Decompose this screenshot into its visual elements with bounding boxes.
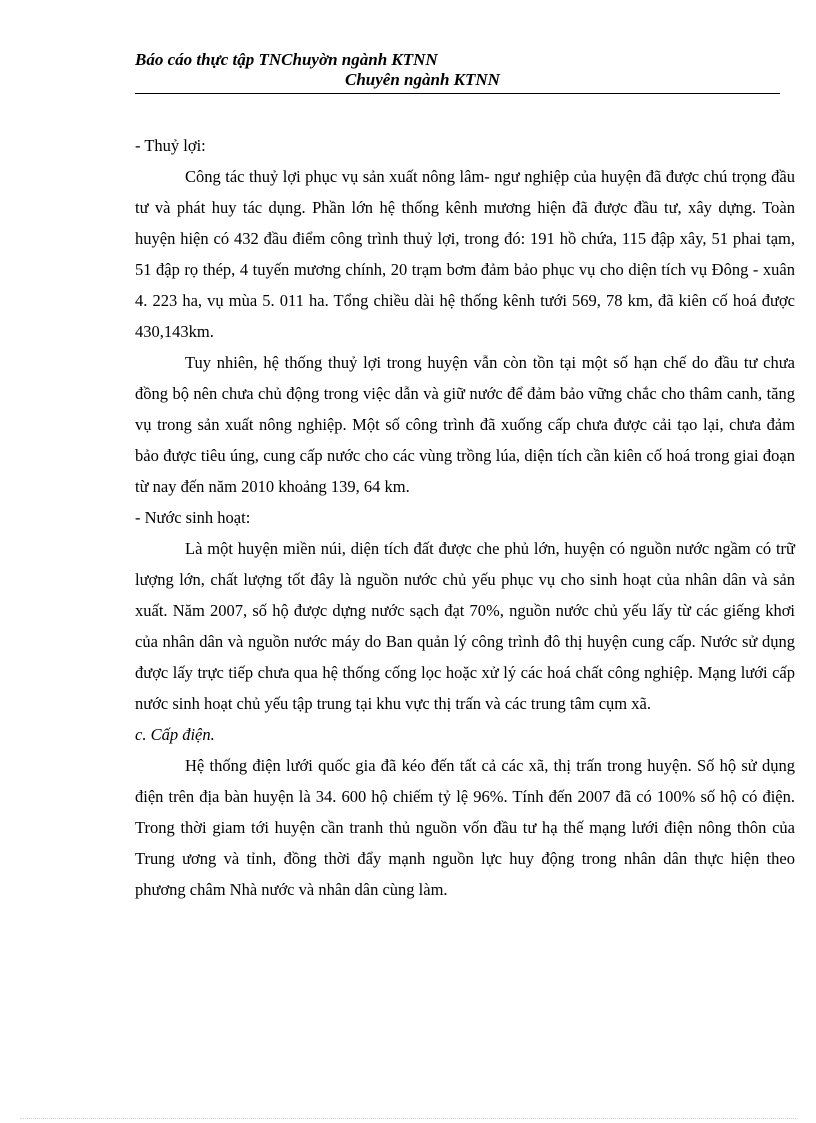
paragraph-domestic-water: Là một huyện miền núi, diện tích đất được che phủ lớn, huyện có nguồn nước ngầm có trữ lượng lớn, chất lượng tốt đây là nguồn nước chủ yếu phục vụ cho sinh hoạt của nhân dân và sản xuất. Năm 2007, số hộ được dựng nước sạch đạt 70%, nguồn nước chủ yếu lấy từ các giếng khơi của nhân dân và nguồn nước máy do Ban quản lý công trình đô thị huyện cung cấp. Nước sử dụng được lấy trực tiếp chưa qua hệ thống cống lọc hoặc xử lý các hoá chất công nghiệp. Mạng lưới cấp nước sinh hoạt chủ yếu tập trung tại khu vực thị trấn và các trung tâm cụm xã.: [135, 539, 795, 713]
document-body: [135, 130, 795, 905]
paragraph-irrigation-limitations: Tuy nhiên, hệ thống thuỷ lợi trong huyện vẫn còn tồn tại một số hạn chế do đầu tư chưa đồng bộ nên chưa chủ động trong việc dẫn và giữ nước để đảm bảo vững chắc cho thâm canh, tăng vụ trong sản xuất nông nghiệp. Một số công trình đã xuống cấp chưa được cải tạo lại, chưa đảm bảo được tiêu úng, cung cấp nước cho các vùng trồng lúa, diện tích cần kiên cố hoá trong giai đoạn từ nay đến năm 2010 khoảng 139, 64 km.: [135, 353, 795, 496]
paragraph-irrigation-overview: Công tác thuỷ lợi phục vụ sản xuất nông lâm- ngư nghiệp của huyện đã được chú trọng đầu tư và phát huy tác dụng. Phần lớn hệ thống kênh mương hiện đã được đầu tư, xây dựng. Toàn huyện hiện có 432 đầu điểm công trình thuỷ lợi, trong đó: 191 hồ chứa, 115 đập xây, 51 phai tạm, 51 đập rọ thép, 4 tuyến mương chính, 20 trạm bơm đảm bảo phục vụ cho diện tích vụ Đông - xuân 4. 223 ha, vụ mùa 5. 011 ha. Tổng chiều dài hệ thống kênh tưới 569, 78 km, đã kiên cố hoá được 430,143km.: [135, 167, 795, 341]
section-heading-domestic-water: - Nước sinh hoạt:: [135, 508, 251, 527]
section-heading-electricity: c. Cấp điện.: [135, 725, 215, 744]
header-title-line-2: Chuyên ngành KTNN: [345, 70, 500, 89]
page-header: [135, 50, 780, 94]
header-title-line-1: Báo cáo thực tập TNChuyờn ngành KTNN: [135, 50, 438, 69]
page-bottom-divider: [20, 1118, 796, 1119]
section-heading-irrigation: - Thuỷ lợi:: [135, 136, 206, 155]
paragraph-electricity: Hệ thống điện lưới quốc gia đã kéo đến tất cả các xã, thị trấn trong huyện. Số hộ sử dụng điện trên địa bàn huyện là 34. 600 hộ chiếm tỷ lệ 96%. Tính đến 2007 đã có 100% số hộ có điện. Trong thời giam tới huyện cần tranh thủ nguồn vốn đầu tư hạ thế mạng lưới điện nông thôn của Trung ương và tỉnh, đồng thời đẩy mạnh nguồn lực huy động trong nhân dân thực hiện theo phương châm Nhà nước và nhân dân cùng làm.: [135, 756, 795, 899]
